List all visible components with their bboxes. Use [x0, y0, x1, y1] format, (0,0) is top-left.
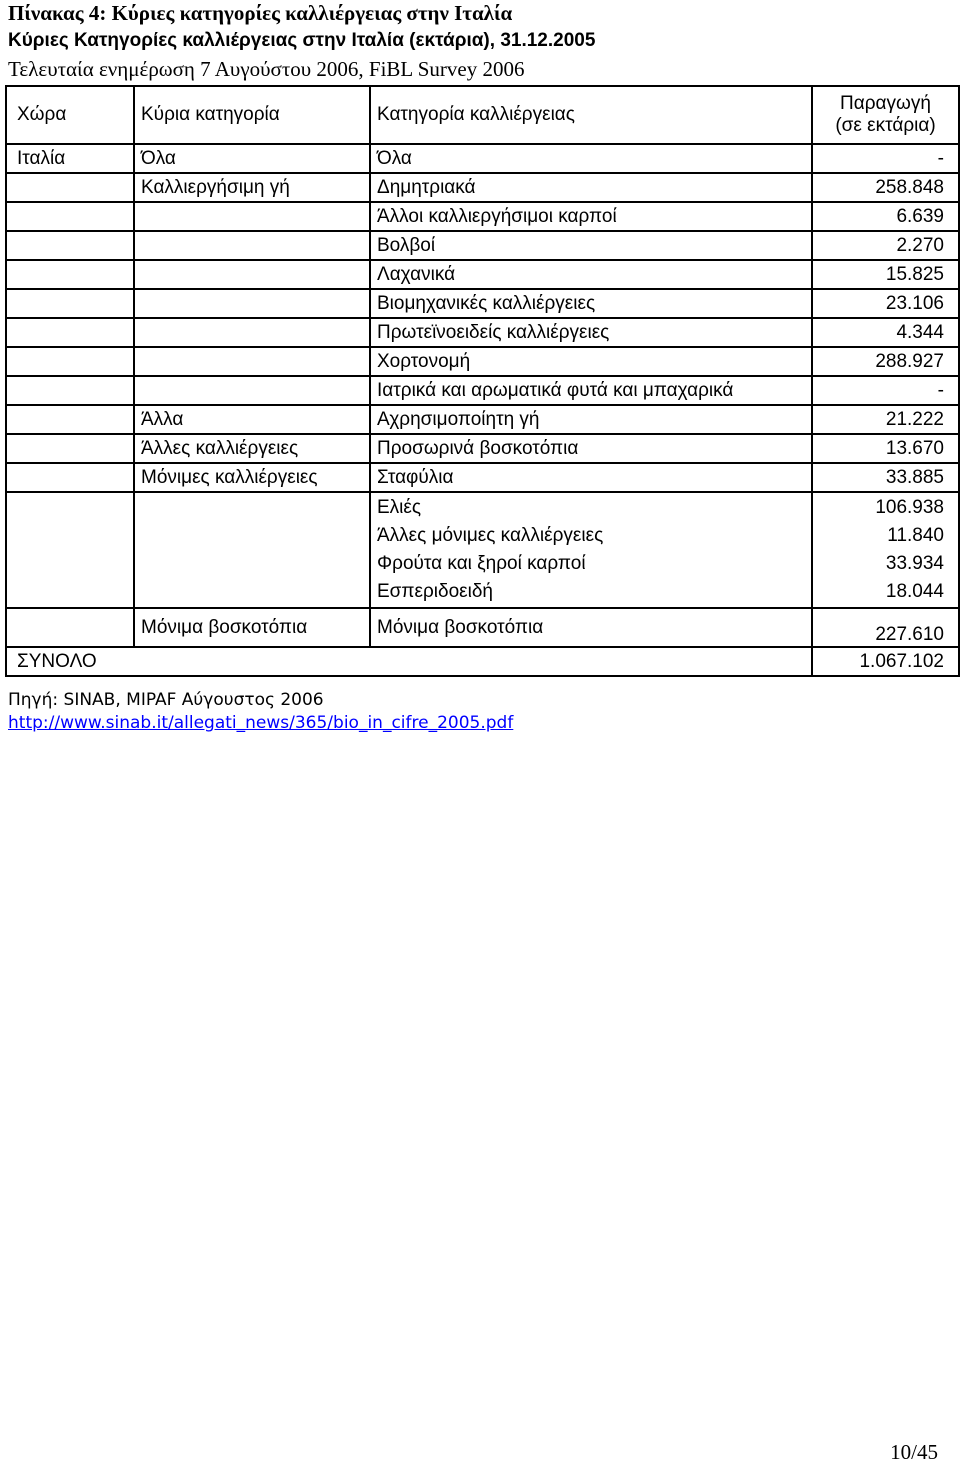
- cell-value: 13.670: [812, 434, 959, 463]
- total-value: 1.067.102: [812, 647, 959, 676]
- cell-country: [6, 318, 134, 347]
- table-title: Πίνακας 4: Κύριες κατηγορίες καλλιέργειας στην Ιταλία: [8, 1, 513, 25]
- group-value: 18.044: [885, 581, 944, 602]
- cell-value: 4.344: [812, 318, 959, 347]
- cell-country: [6, 347, 134, 376]
- table-row: [6, 463, 959, 492]
- table-row: [6, 318, 959, 347]
- table-row: [6, 289, 959, 318]
- cell-crop-category-group: [370, 492, 812, 608]
- table-row: [6, 376, 959, 405]
- header-main-category: Κύρια κατηγορία: [134, 86, 370, 144]
- update-note: Τελευταία ενημέρωση 7 Αυγούστου 2006, FiBL Survey 2006: [8, 57, 525, 81]
- header-country: Χώρα: [6, 86, 134, 144]
- table-row: [6, 608, 959, 647]
- table-row: [6, 260, 959, 289]
- table-row: [6, 434, 959, 463]
- group-value: 11.840: [887, 525, 944, 546]
- cell-value: 33.885: [812, 463, 959, 492]
- cell-value: -: [812, 144, 959, 173]
- cell-main-category: Μόνιμες καλλιέργειες: [134, 463, 370, 492]
- total-row: [6, 647, 959, 676]
- cell-crop-category: Προσωρινά βοσκοτόπια: [370, 434, 812, 463]
- table-row: [6, 231, 959, 260]
- cell-country: [6, 289, 134, 318]
- cell-country: [6, 434, 134, 463]
- source-link[interactable]: http://www.sinab.it/allegati_news/365/bio_in_cifre_2005.pdf: [8, 713, 514, 733]
- page-number: 10/45: [890, 1440, 938, 1464]
- cell-value: 258.848: [812, 173, 959, 202]
- table-row-group: [6, 492, 959, 608]
- cell-main-category: [134, 231, 370, 260]
- group-crop: Ελιές: [377, 497, 422, 518]
- header-production-line2: (σε εκτάρια): [835, 115, 936, 136]
- cell-main-category: Άλλα: [134, 405, 370, 434]
- table-subtitle: Κύριες Κατηγορίες καλλιέργειας στην Ιταλία (εκτάρια), 31.12.2005: [8, 30, 596, 51]
- cell-crop-category: Χορτονομή: [370, 347, 812, 376]
- cell-main-category: [134, 376, 370, 405]
- cell-country: [6, 492, 134, 608]
- cell-country: [6, 463, 134, 492]
- group-crop: Άλλες μόνιμες καλλιέργειες: [377, 525, 604, 546]
- cell-value: 15.825: [812, 260, 959, 289]
- cell-value: 2.270: [812, 231, 959, 260]
- cell-value: -: [812, 376, 959, 405]
- cell-crop-category: Λαχανικά: [370, 260, 812, 289]
- cell-main-category: Άλλες καλλιέργειες: [134, 434, 370, 463]
- table-row: [6, 144, 959, 173]
- header-production-line1: Παραγωγή: [840, 93, 931, 114]
- cell-main-category: [134, 289, 370, 318]
- source-note: Πηγή: SINAB, MIPAF Αύγουστος 2006: [8, 690, 324, 710]
- cell-country: [6, 260, 134, 289]
- header-production: [812, 86, 959, 144]
- cell-main-category: Καλλιεργήσιμη γή: [134, 173, 370, 202]
- cell-crop-category: Αχρησιμοποίητη γή: [370, 405, 812, 434]
- header-row: [6, 86, 959, 144]
- cell-crop-category: Ιατρικά και αρωματικά φυτά και μπαχαρικά: [370, 376, 812, 405]
- cell-country: [6, 231, 134, 260]
- cell-crop-category: Βολβοί: [370, 231, 812, 260]
- cell-country: [6, 405, 134, 434]
- cell-country: [6, 376, 134, 405]
- group-crop: Φρούτα και ξηροί καρποί: [377, 553, 586, 574]
- crops-table: [5, 85, 960, 677]
- cell-value: 21.222: [812, 405, 959, 434]
- cell-country: [6, 608, 134, 647]
- table-row: [6, 173, 959, 202]
- cell-value: 6.639: [812, 202, 959, 231]
- table-row: [6, 405, 959, 434]
- cell-value: 23.106: [812, 289, 959, 318]
- cell-country: [6, 202, 134, 231]
- cell-main-category: [134, 492, 370, 608]
- cell-crop-category: Μόνιμα βοσκοτόπια: [370, 608, 812, 647]
- cell-value: 288.927: [812, 347, 959, 376]
- cell-main-category: Μόνιμα βοσκοτόπια: [134, 608, 370, 647]
- cell-main-category: [134, 347, 370, 376]
- cell-value: 227.610: [812, 608, 959, 647]
- cell-main-category: [134, 318, 370, 347]
- cell-crop-category: Σταφύλια: [370, 463, 812, 492]
- cell-crop-category: Βιομηχανικές καλλιέργειες: [370, 289, 812, 318]
- header-crop-category: Κατηγορία καλλιέργειας: [370, 86, 812, 144]
- cell-crop-category: Όλα: [370, 144, 812, 173]
- cell-country: Ιταλία: [6, 144, 134, 173]
- cell-crop-category: Άλλοι καλλιεργήσιμοι καρποί: [370, 202, 812, 231]
- group-value: 106.938: [875, 497, 944, 518]
- group-value: 33.934: [885, 553, 944, 574]
- cell-crop-category: Δημητριακά: [370, 173, 812, 202]
- cell-main-category: [134, 260, 370, 289]
- cell-main-category: Όλα: [134, 144, 370, 173]
- table-row: [6, 202, 959, 231]
- total-label: ΣΥΝΟΛΟ: [6, 647, 812, 676]
- cell-main-category: [134, 202, 370, 231]
- table-row: [6, 347, 959, 376]
- cell-country: [6, 173, 134, 202]
- cell-value-group: [812, 492, 959, 608]
- group-crop: Εσπεριδοειδή: [377, 581, 493, 602]
- cell-crop-category: Πρωτεϊνοειδείς καλλιέργειες: [370, 318, 812, 347]
